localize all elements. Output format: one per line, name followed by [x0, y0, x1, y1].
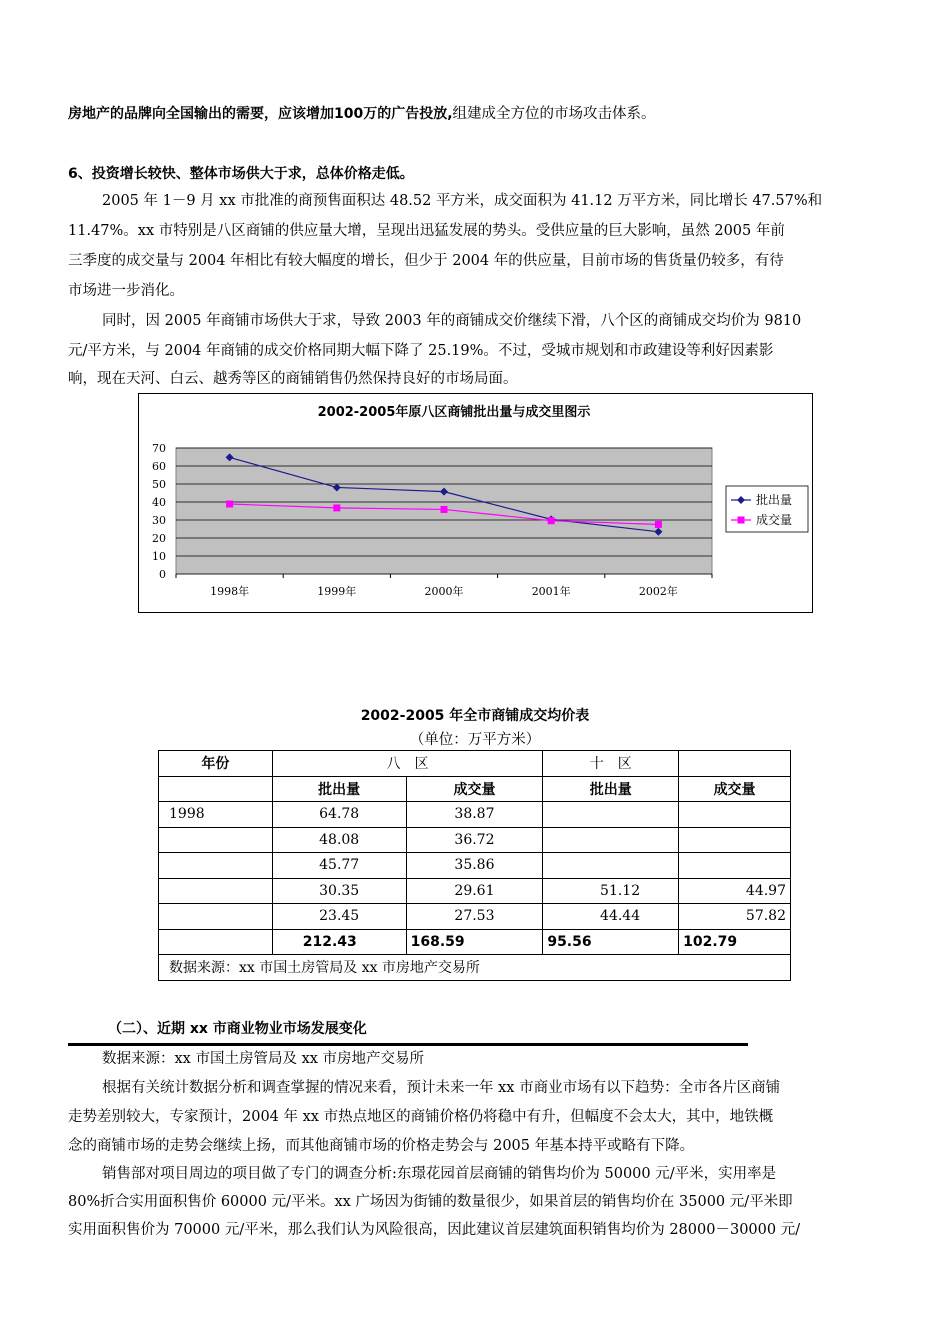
y-tick-label: 70 — [152, 442, 166, 455]
cell — [159, 827, 273, 853]
cell: 48.08 — [272, 827, 406, 853]
cell: 44.97 — [679, 878, 791, 904]
cell — [543, 827, 679, 853]
cell — [543, 802, 679, 828]
s6-p2-line2: 元/平方米，与 2004 年商铺的成交价格同期大幅下降了 25.19%。不过，受城市规划和市政建设等利好因素影 — [68, 343, 774, 359]
cell — [679, 827, 791, 853]
cell — [159, 904, 273, 930]
y-tick-label: 40 — [152, 496, 166, 509]
cell — [159, 878, 273, 904]
table-totals-row — [159, 929, 791, 955]
table-row — [159, 853, 791, 879]
x-tick-label: 2000年 — [424, 585, 464, 598]
total-cell: 95.56 — [543, 929, 679, 955]
col-label: 成交量 — [679, 776, 791, 802]
table-source-row — [159, 955, 791, 981]
s2-p1-line3: 念的商铺市场的走势会继续上扬，而其他商铺市场的价格走势会与 2005 年基本持平或略有下降。 — [68, 1138, 695, 1154]
total-cell: 168.59 — [406, 929, 543, 955]
header-blank — [159, 776, 273, 802]
header-year: 年份 — [159, 751, 273, 777]
s2-p2-line2: 80%折合实用面积售价 60000 元/平米。xx 广场因为街铺的数量很少，如果首层的销售均价在 35000 元/平米即 — [68, 1194, 793, 1210]
x-tick-label: 2001年 — [531, 585, 571, 598]
y-tick-label: 60 — [152, 460, 166, 473]
s2-p1-line2: 走势差别较大，专家预计，2004 年 xx 市热点地区的商铺价格仍将稳中有升，但幅度不会太大，其中，地铁概 — [68, 1109, 774, 1125]
col-label: 成交量 — [406, 776, 543, 802]
intro-bold: 房地产的品牌向全国输出的需要，应该增加100万的广告投放, — [68, 106, 453, 122]
y-tick-label: 30 — [152, 514, 166, 527]
cell: 44.44 — [543, 904, 679, 930]
legend-marker — [738, 517, 745, 524]
legend-label: 批出量 — [756, 493, 793, 507]
table-row — [159, 827, 791, 853]
table-unit: （单位：万平方米） — [409, 732, 541, 748]
cell — [679, 853, 791, 879]
cell — [159, 853, 273, 879]
cell: 23.45 — [272, 904, 406, 930]
s6-p2-line1: 同时，因 2005 年商铺市场供大于求，导致 2003 年的商铺成交价继续下滑，八个区的商铺成交均价为 9810 — [102, 313, 802, 329]
data-point — [226, 501, 233, 508]
x-tick-label: 1999年 — [317, 585, 357, 598]
table-row — [159, 904, 791, 930]
intro-line — [68, 104, 656, 124]
intro-normal: 组建成全方位的市场攻击体系。 — [452, 106, 656, 122]
chart-title: 2002-2005年原八区商铺批出量与成交里图示 — [317, 405, 591, 420]
header-zone10: 十 区 — [543, 751, 679, 777]
table-row — [159, 878, 791, 904]
y-tick-label: 10 — [152, 550, 166, 563]
cell — [543, 853, 679, 879]
col-label: 批出量 — [272, 776, 406, 802]
table-header-row2 — [159, 776, 791, 802]
s6-p1-line3: 三季度的成交量与 2004 年相比有较大幅度的增长，但少于 2004 年的供应量，目前市场的售货量仍较多，有待 — [68, 253, 784, 269]
cell: 45.77 — [272, 853, 406, 879]
table-row — [159, 802, 791, 828]
cell: 29.61 — [406, 878, 543, 904]
cell: 35.86 — [406, 853, 543, 879]
cell: 30.35 — [272, 878, 406, 904]
header-empty — [679, 751, 791, 777]
y-tick-label: 20 — [152, 532, 166, 545]
cell — [159, 929, 273, 955]
s2-source: 数据来源：xx 市国土房管局及 xx 市房地产交易所 — [102, 1051, 425, 1067]
data-point — [655, 521, 662, 528]
cell: 38.87 — [406, 802, 543, 828]
legend-label: 成交量 — [756, 513, 793, 527]
cell: 36.72 — [406, 827, 543, 853]
table-title: 2002-2005 年全市商铺成交均价表 — [360, 708, 590, 724]
s6-p1-line4: 市场进一步消化。 — [68, 283, 184, 299]
total-cell: 102.79 — [679, 929, 791, 955]
cell: 64.78 — [272, 802, 406, 828]
price-table — [158, 750, 791, 981]
s6-p1-line2: 11.47%。xx 市特别是八区商铺的供应量大增，呈现出迅猛发展的势头。受供应量的巨大影响，虽然 2005 年前 — [68, 223, 785, 239]
s6-p1-line1: 2005 年 1－9 月 xx 市批准的商预售面积达 48.52 平方米，成交面积为 41.12 万平方米，同比增长 47.57%和 — [102, 193, 823, 209]
line-chart — [139, 394, 812, 612]
header-zone8: 八 区 — [272, 751, 543, 777]
cell: 27.53 — [406, 904, 543, 930]
x-tick-label: 2002年 — [638, 585, 678, 598]
col-label: 批出量 — [543, 776, 679, 802]
s6-p2-line3: 响，现在天河、白云、越秀等区的商铺销售仍然保持良好的市场局面。 — [68, 371, 518, 387]
cell: 57.82 — [679, 904, 791, 930]
cell: 1998 — [159, 802, 273, 828]
section2-heading-bar — [68, 1015, 748, 1046]
cell: 51.12 — [543, 878, 679, 904]
s2-p2-line1: 销售部对项目周边的项目做了专门的调查分析:东璟花园首层商铺的销售均价为 50000 元/平米，实用率是 — [102, 1166, 777, 1182]
data-point — [333, 504, 340, 511]
y-tick-label: 50 — [152, 478, 166, 491]
section2-heading: （二）、近期 xx 市商业物业市场发展变化 — [108, 1021, 367, 1037]
y-tick-label: 0 — [159, 568, 166, 581]
s2-p1-line1: 根据有关统计数据分析和调查掌握的情况来看，预计未来一年 xx 市商业市场有以下趋势：全市各片区商铺 — [102, 1080, 781, 1096]
data-point — [441, 506, 448, 513]
chart-container — [138, 393, 813, 613]
data-point — [548, 517, 555, 524]
section6-heading: 6、投资增长较快、整体市场供大于求，总体价格走低。 — [68, 166, 414, 182]
cell — [679, 802, 791, 828]
table-source: 数据来源：xx 市国土房管局及 xx 市房地产交易所 — [159, 955, 791, 981]
x-tick-label: 1998年 — [210, 585, 250, 598]
s2-p2-line3: 实用面积售价为 70000 元/平米，那么我们认为风险很高，因此建议首层建筑面积销售均价为 28000－30000 元/ — [68, 1222, 801, 1238]
total-cell: 212.43 — [272, 929, 406, 955]
table-header-row1 — [159, 751, 791, 777]
